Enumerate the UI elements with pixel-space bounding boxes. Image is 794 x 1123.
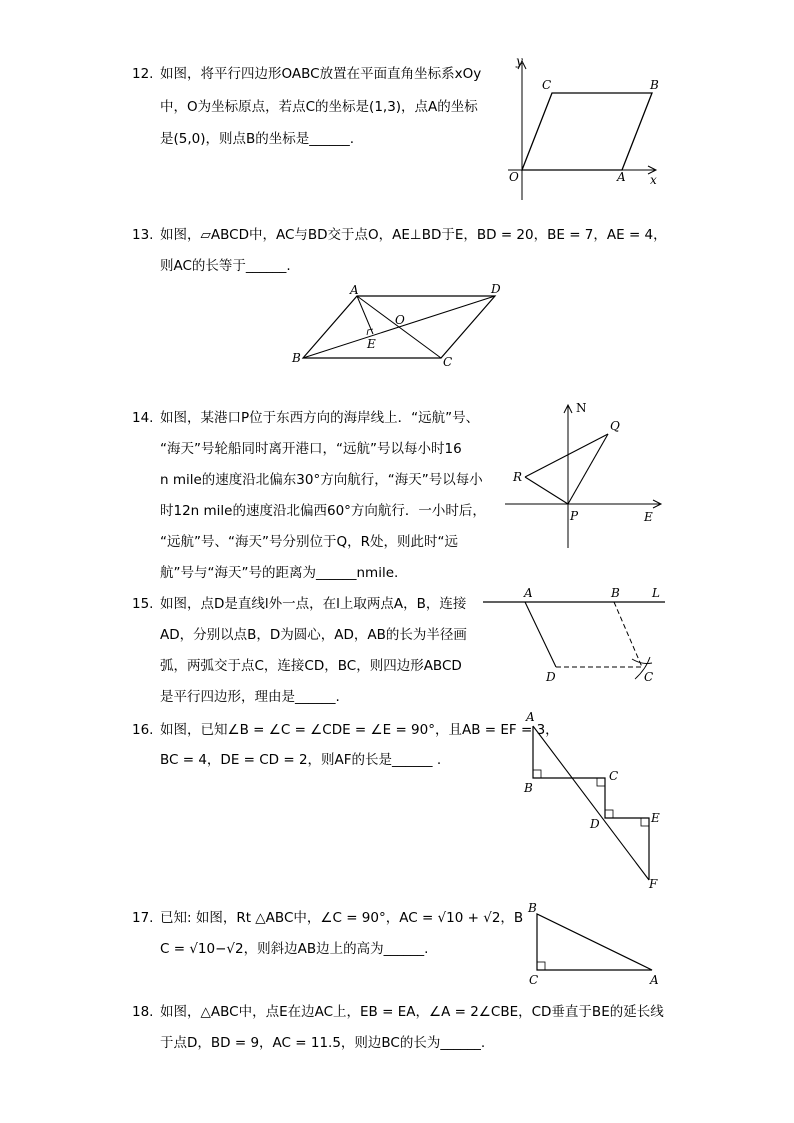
label-A: A [650,973,659,987]
label-B: B [292,351,301,365]
label-L: L [652,586,660,600]
label-A: A [524,586,533,600]
question-text-line: C = √10−√2，则斜边AB边上的高为______. [160,941,429,957]
question-text-line: 是(5,0)，则点B的坐标是______. [160,131,355,147]
figure-compass-ships [500,398,670,553]
question-text-line: 中，O为坐标原点，若点C的坐标是(1,3)，点A的坐标 [160,99,478,115]
label-C: C [609,769,619,783]
label-F: F [649,877,658,891]
label-N: N [576,401,587,415]
label-Q: Q [610,419,620,433]
question-number: 17. [132,910,154,926]
label-E: E [644,510,653,524]
label-B: B [650,78,659,92]
label-C: C [644,670,654,684]
question-number: 18. [132,1004,154,1020]
question-text-line: BC = 4，DE = CD = 2，则AF的长是______ . [160,752,442,768]
label-A: A [526,710,535,724]
question-number: 16. [132,722,154,738]
label-E: E [367,337,376,351]
question-text-line: 如图，△ABC中，点E在边AC上，EB = EA，∠A = 2∠CBE，CD垂直于BE的延长线 [160,1004,664,1020]
question-text-line: 于点D，BD = 9，AC = 11.5，则边BC的长为______. [160,1035,486,1051]
figure-line-l-construction [480,583,670,688]
figure-parallelogram-abcd [285,280,515,370]
question-text-line: AD，分别以点B，D为圆心，AD，AB的长为半径画 [160,627,467,643]
label-O: O [509,170,519,184]
question-text-line: 是平行四边形，理由是______. [160,689,340,705]
label-C: C [529,973,539,987]
label-A: A [617,170,626,184]
label-B: B [524,781,533,795]
figure-parallelogram-coordinate [500,55,670,205]
question-number: 14. [132,410,154,426]
question-text-line: 如图，▱ABCD中，AC与BD交于点O，AE⊥BD于E，BD = 20，BE = 7，AE = 4， [160,227,667,243]
label-x: x [650,173,657,187]
question-number: 13. [132,227,154,243]
label-C: C [542,78,552,92]
question-text-line: “远航”号、“海天”号分别位于Q，R处，则此时“远 [160,534,458,550]
label-A: A [350,283,359,297]
question-text-line: 如图，将平行四边形OABC放置在平面直角坐标系xOy [160,66,482,82]
question-number: 15. [132,596,154,612]
question-text-line: 如图，某港口P位于东西方向的海岸线上．“远航”号、 [160,410,480,426]
question-text-line: 如图，已知∠B = ∠C = ∠CDE = ∠E = 90°，且AB = EF = 3， [160,722,559,738]
label-B: B [611,586,620,600]
figure-right-triangle [522,900,667,990]
question-text-line: “海天”号轮船同时离开港口，“远航”号以每小时16 [160,441,462,457]
label-R: R [513,470,523,484]
question-text-line: 则AC的长等于______. [160,258,291,274]
label-D: D [491,282,501,296]
question-text-line: 航”号与“海天”号的距离为______nmile. [160,565,399,581]
question-number: 12. [132,66,154,82]
label-D: D [546,670,556,684]
label-y: y [516,54,523,68]
question-text-line: n mile的速度沿北偏东30°方向航行，“海天”号以每小 [160,472,483,488]
label-B: B [528,901,537,915]
label-E: E [651,811,660,825]
label-D: D [590,817,600,831]
question-text-line: 已知: 如图，Rt △ABC中，∠C = 90°，AC = √10 + √2，B [160,910,524,926]
label-P: P [570,509,579,523]
label-C: C [443,355,453,369]
question-text-line: 弧，两弧交于点C，连接CD，BC，则四边形ABCD [160,658,462,674]
label-O: O [395,313,405,327]
question-text-line: 时12n mile的速度沿北偏西60°方向航行．一小时后， [160,503,486,519]
figure-zigzag-right-angles [515,708,675,893]
question-text-line: 如图，点D是直线l外一点，在l上取两点A，B，连接 [160,596,467,612]
